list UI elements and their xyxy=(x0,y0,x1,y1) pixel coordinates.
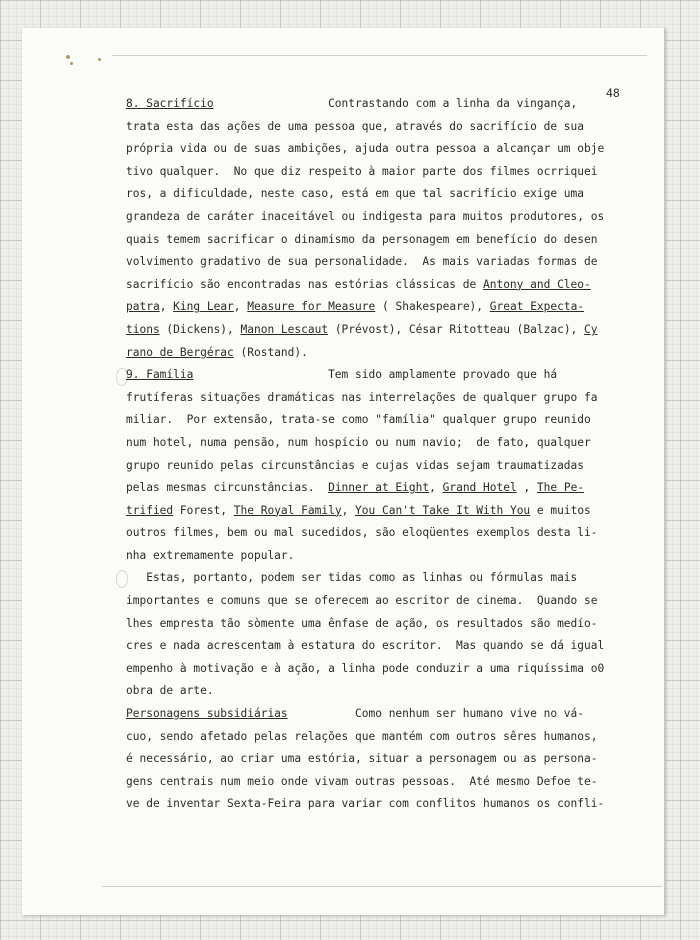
text-run: (Rostand). xyxy=(233,345,308,359)
underlined-text: Great Expecta- xyxy=(489,300,585,314)
underlined-text: Dinner at Eight xyxy=(328,481,430,495)
underlined-text: Personagens subsidiárias xyxy=(126,707,288,721)
text-line xyxy=(126,748,626,771)
text-line xyxy=(126,93,626,116)
rust-spot xyxy=(70,62,73,65)
text-run: grandeza de caráter inaceitável ou indigesta para muitos produtores, os xyxy=(126,209,605,223)
text-line xyxy=(126,251,626,274)
text-line xyxy=(126,342,626,365)
text-run: outros filmes, bem ou mal sucedidos, são eloqüentes exemplos desta li- xyxy=(126,526,598,540)
text-line xyxy=(126,545,626,568)
text-run: nha extremamente popular. xyxy=(126,548,295,562)
underlined-text: 9. Família xyxy=(126,368,194,382)
underlined-text: trified xyxy=(126,503,174,517)
text-run: Contrastando com a linha da vingança, xyxy=(213,97,578,110)
text-run: lhes empresta tão sòmente uma ênfase de ação, os resultados são medío- xyxy=(126,616,598,630)
text-line xyxy=(126,116,626,139)
text-run: frutíferas situações dramáticas nas interrelações de qualquer grupo fa xyxy=(126,390,598,404)
text-run: pelas mesmas circunstâncias. xyxy=(126,481,329,495)
text-line xyxy=(126,161,626,184)
underlined-text: rano de Bergérac xyxy=(126,345,234,359)
text-line xyxy=(126,274,626,297)
text-run: tivo qualquer. No que diz respeito à maior parte dos filmes ocrriquei xyxy=(126,164,598,178)
text-line xyxy=(126,567,626,590)
text-run: cres e nada acrescentam à estatura do escritor. Mas quando se dá igual xyxy=(126,639,605,653)
text-run: importantes e comuns que se oferecem ao escritor de cinema. Quando se xyxy=(126,594,598,608)
text-line xyxy=(126,138,626,161)
underlined-text: The Royal Family xyxy=(233,503,342,517)
text-run: miliar. Por extensão, trata-se como "família" qualquer grupo reunido xyxy=(126,413,591,427)
fold-line-top xyxy=(112,55,647,56)
text-run: grupo reunido pelas circunstâncias e cujas vidas sejam traumatizadas xyxy=(126,458,585,472)
text-run: ve de inventar Sexta-Feira para variar com conflitos humanos os confli- xyxy=(126,797,605,811)
text-run: , xyxy=(233,300,248,314)
text-run: Tem sido amplamente provado que há xyxy=(193,368,558,382)
text-run: Como nenhum ser humano vive no vá- xyxy=(287,707,585,721)
text-line xyxy=(126,229,626,252)
text-run: , xyxy=(159,300,174,314)
text-line xyxy=(126,409,626,432)
underlined-text: Cy xyxy=(584,322,598,336)
text-run: , xyxy=(341,503,356,517)
text-line xyxy=(126,364,626,387)
text-line xyxy=(126,680,626,703)
text-line xyxy=(126,793,626,816)
page-number: 48 xyxy=(606,86,620,100)
underlined-text: 8. Sacrifício xyxy=(126,97,214,110)
text-line xyxy=(126,455,626,478)
underlined-text: You Can't Take It With You xyxy=(355,503,531,517)
text-line xyxy=(126,635,626,658)
text-run: num hotel, numa pensão, num hospício ou num navio; de fato, qualquer xyxy=(126,435,591,449)
text-run: empenho à motivação e à ação, a linha pode conduzir a uma riquíssima o0 xyxy=(126,661,605,675)
text-line xyxy=(126,522,626,545)
text-run: é necessário, ao criar uma estória, situar a personagem ou as persona- xyxy=(126,752,598,766)
text-line xyxy=(126,771,626,794)
underlined-text: Manon Lescaut xyxy=(240,322,329,336)
text-run: volvimento gradativo de sua personalidade. As mais variadas formas de xyxy=(126,255,598,269)
text-run: Forest, xyxy=(173,503,234,517)
text-line xyxy=(126,726,626,749)
text-run: , xyxy=(429,481,443,495)
text-run: , xyxy=(516,481,537,495)
text-run: própria vida ou de suas ambições, ajuda outra pessoa a alcançar um obje xyxy=(126,142,605,156)
rust-spot xyxy=(66,55,70,59)
text-run: sacrifício são encontradas nas estórias clássicas de xyxy=(126,277,483,291)
body-text xyxy=(126,93,626,816)
underlined-text: Antony and Cleo- xyxy=(482,277,591,291)
text-run: (Dickens), xyxy=(159,322,241,336)
text-run: obra de arte. xyxy=(126,684,214,698)
text-line xyxy=(126,500,626,523)
text-run: cuo, sendo afetado pelas relações que mantém com outros sêres humanos, xyxy=(126,729,598,743)
text-line xyxy=(126,613,626,636)
text-line xyxy=(126,703,626,726)
underlined-text: patra xyxy=(126,300,160,314)
underlined-text: Measure for Measure xyxy=(247,300,376,314)
text-run: ( Shakespeare), xyxy=(375,300,490,314)
text-line xyxy=(126,183,626,206)
underlined-text: King Lear xyxy=(173,300,234,314)
text-run: gens centrais num meio onde vivam outras pessoas. Até mesmo Defoe te- xyxy=(126,774,598,788)
text-run: ros, a dificuldade, neste caso, está em que tal sacrifício exige uma xyxy=(126,187,585,201)
text-line xyxy=(126,432,626,455)
text-run: Estas, portanto, podem ser tidas como as linhas ou fórmulas mais xyxy=(126,571,578,585)
text-line xyxy=(126,296,626,319)
text-run: quais temem sacrificar o dinamismo da personagem em benefício do desen xyxy=(126,232,598,246)
rust-spot xyxy=(98,58,101,61)
text-line xyxy=(126,319,626,342)
text-line xyxy=(126,590,626,613)
underlined-text: Grand Hotel xyxy=(442,481,517,495)
text-line xyxy=(126,387,626,410)
text-run: (Prévost), César Ritotteau (Balzac), xyxy=(328,322,585,336)
fold-line-bottom xyxy=(102,886,662,887)
underlined-text: tions xyxy=(126,322,160,336)
underlined-text: The Pe- xyxy=(536,481,585,495)
text-run: e muitos xyxy=(530,503,591,517)
text-line xyxy=(126,658,626,681)
text-line xyxy=(126,477,626,500)
text-line xyxy=(126,206,626,229)
text-run: trata esta das ações de uma pessoa que, através do sacrifício de sua xyxy=(126,119,585,133)
